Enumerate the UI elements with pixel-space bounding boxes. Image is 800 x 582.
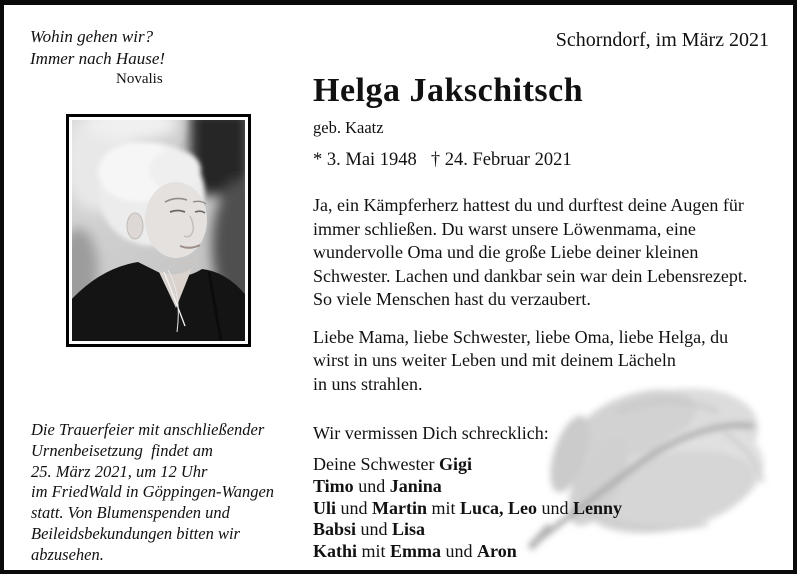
mourner-name: Luca, Leo (460, 497, 538, 518)
mourner-name: Emma (390, 541, 442, 562)
mourner-connector: und (353, 475, 390, 496)
mourner-name: Martin (372, 497, 427, 518)
mourner-connector: und (356, 519, 393, 540)
quote-attribution: Novalis (116, 71, 163, 87)
mourner-name: Uli (313, 497, 337, 518)
mourner-line (313, 498, 788, 520)
mourner-line (313, 519, 788, 541)
mourner-connector: mit (427, 497, 461, 518)
mourner-name: Lenny (573, 497, 623, 518)
mourner-connector: und (537, 497, 574, 518)
memorial-quote (30, 26, 165, 88)
missing-line: Wir vermissen Dich schrecklich: (313, 423, 549, 443)
mourner-connector: und (441, 541, 478, 562)
mourner-line (313, 476, 788, 498)
mourners-list (313, 454, 788, 563)
mourner-name: Gigi (438, 454, 472, 474)
portrait-photo-image (72, 120, 245, 341)
deceased-name: Helga Jakschitsch (313, 72, 584, 109)
birth-date: * 3. Mai 1948 (313, 150, 417, 170)
life-dates (313, 149, 788, 171)
mourner-line (313, 541, 788, 563)
notice-body (313, 72, 788, 563)
mourner-name: Aron (477, 541, 517, 562)
dateline: Schorndorf, im März 2021 (555, 29, 769, 51)
maiden-name: geb. Kaatz (313, 118, 384, 137)
mourner-name: Babsi (313, 519, 357, 540)
tribute-paragraph-1: Ja, ein Kämpferherz hattest du und durftest deine Augen für immer schließen. Du warst unsere Löwenmama, eine wundervolle Oma und die große Liebe deiner kleinen Schwester. Lachen und dankbar sein war dein Lebensrezept. So viele Menschen hast du verzaubert. (313, 195, 748, 309)
quote-text: Wohin gehen wir? Immer nach Hause! (30, 27, 166, 68)
mourner-name: Lisa (392, 519, 426, 540)
mourner-connector: und (336, 497, 373, 518)
funeral-details: Die Trauerfeier mit anschließender Urnenbeisetzung findet am 25. März 2021, um 12 Uhr im FriedWald in Göppingen-Wangen statt. Von Blumenspenden und Beileidsbekundungen bitten wir abzusehen. (31, 420, 275, 564)
mourner-name: Timo (313, 475, 354, 496)
mourner-connector: mit (357, 541, 391, 562)
portrait-photo (66, 114, 251, 347)
mourner-connector: Deine Schwester (313, 454, 439, 474)
mourner-name: Kathi (313, 541, 358, 562)
mourner-line (313, 454, 788, 476)
mourner-name: Janina (389, 475, 442, 496)
tribute-paragraph-2: Liebe Mama, liebe Schwester, liebe Oma, liebe Helga, du wirst in uns weiter Leben und mit deinem Lächeln in uns strahlen. (313, 326, 729, 394)
death-date: † 24. Februar 2021 (430, 150, 572, 170)
